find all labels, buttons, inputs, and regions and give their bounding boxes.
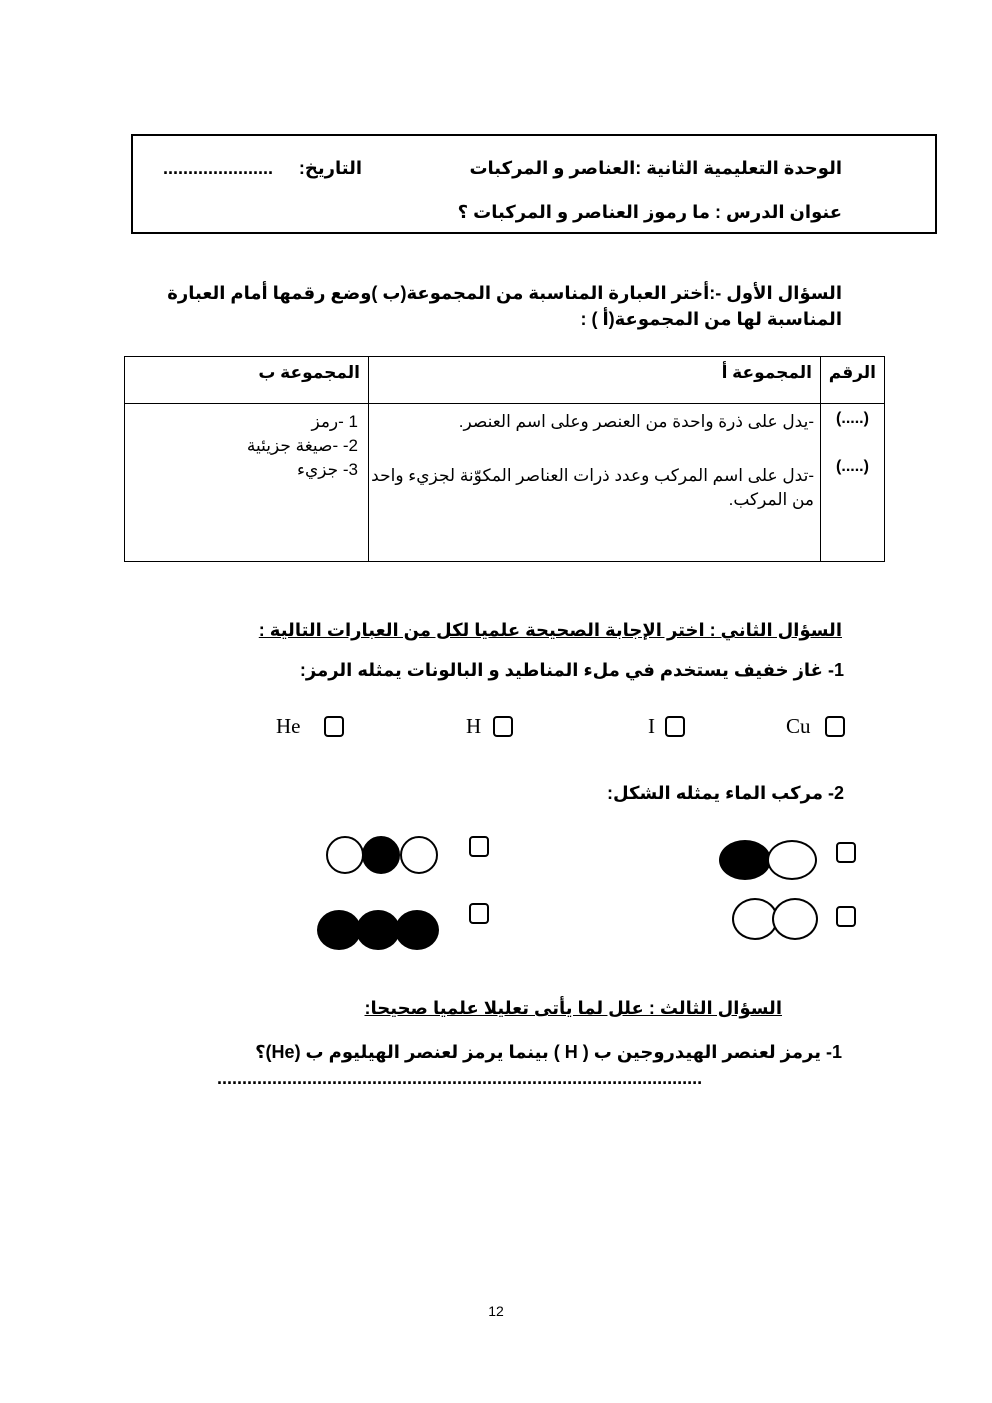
question3-item1-text: 1- يرمز لعنصر الهيدروجين ب ( H ) بينما يرمز لعنصر الهيليوم ب (He)؟ (255, 1042, 842, 1062)
page-number: 12 (488, 1303, 504, 1319)
molecule-filled-empty (719, 840, 819, 880)
option-cu-checkbox[interactable] (825, 716, 845, 737)
molecule-option-4-checkbox[interactable] (469, 903, 489, 924)
date-field[interactable]: ...................... (163, 158, 274, 178)
molecule-option-3-checkbox[interactable] (836, 906, 856, 927)
atom-filled-icon (362, 836, 400, 874)
group-a-column (369, 404, 821, 562)
question3-answer-field[interactable]: ................................................................................................. (217, 1068, 703, 1088)
answer-slot-1[interactable]: (.....) (836, 410, 869, 427)
atom-empty-icon (400, 836, 438, 874)
answer-slot-2[interactable]: (.....) (836, 458, 869, 475)
group-a-item-1: -يدل على ذرة واحدة من العنصر وعلى اسم العنصر. (458, 412, 814, 431)
question2-item1-text: 1- غاز خفيف يستخدم في ملء المناطيد و البالونات يمثله الرمز: (299, 660, 844, 680)
lesson-title: عنوان الدرس : ما رموز العناصر و المركبات ؟ (457, 202, 842, 222)
molecule-three-filled (317, 910, 439, 950)
group-b-item-2: 2- -صيغة جزيئية (246, 436, 358, 455)
matching-table (124, 356, 885, 562)
question1-text: السؤال الأول -:أختر العبارة المناسبة من المجموعة(ب )وضع رقمها أمام العبارة المناسبة لها من المجموعة(أ ) : (167, 283, 842, 329)
option-h-label: H (466, 714, 482, 738)
option-he-checkbox[interactable] (324, 716, 344, 737)
option-i-label: I (648, 714, 655, 738)
atom-filled-icon (395, 910, 439, 950)
molecule-option-1-checkbox[interactable] (836, 842, 856, 863)
atom-filled-icon (317, 910, 361, 950)
header-number: الرقم (821, 357, 885, 404)
atom-filled-icon (719, 840, 771, 880)
header-group-a: المجموعة أ (369, 357, 821, 404)
atom-empty-icon (767, 840, 817, 880)
option-he-label: He (276, 714, 301, 738)
question2-title: السؤال الثاني : اختر الإجابة الصحيحة علميا لكل من العبارات التالية : (258, 620, 842, 640)
question2-item2-text: 2- مركب الماء يمثله الشكل: (606, 783, 844, 803)
atom-filled-icon (356, 910, 400, 950)
atom-empty-icon (326, 836, 364, 874)
date-label: التاريخ: (298, 158, 362, 178)
header-group-b: المجموعة ب (125, 357, 369, 404)
question3-title: السؤال الثالث : علل لما يأتى تعليلا علميا صحيحا: (364, 998, 782, 1018)
group-b-item-3: 3- جزيء (296, 460, 358, 479)
unit-title: الوحدة التعليمية الثانية :العناصر و المركبات (469, 158, 842, 178)
option-i-checkbox[interactable] (665, 716, 685, 737)
atom-empty-icon (772, 898, 818, 940)
option-cu-label: Cu (786, 714, 811, 738)
group-b-item-1: 1 -رمز (311, 412, 358, 431)
molecule-two-empty (732, 898, 820, 940)
molecule-white-black-white (326, 836, 438, 874)
option-h-checkbox[interactable] (493, 716, 513, 737)
group-a-item-2: -تدل على اسم المركب وعدد ذرات العناصر المكوّنة لجزيء واحد من المركب. (371, 466, 814, 509)
number-column (821, 404, 885, 562)
molecule-option-2-checkbox[interactable] (469, 836, 489, 857)
group-b-column (125, 404, 369, 562)
